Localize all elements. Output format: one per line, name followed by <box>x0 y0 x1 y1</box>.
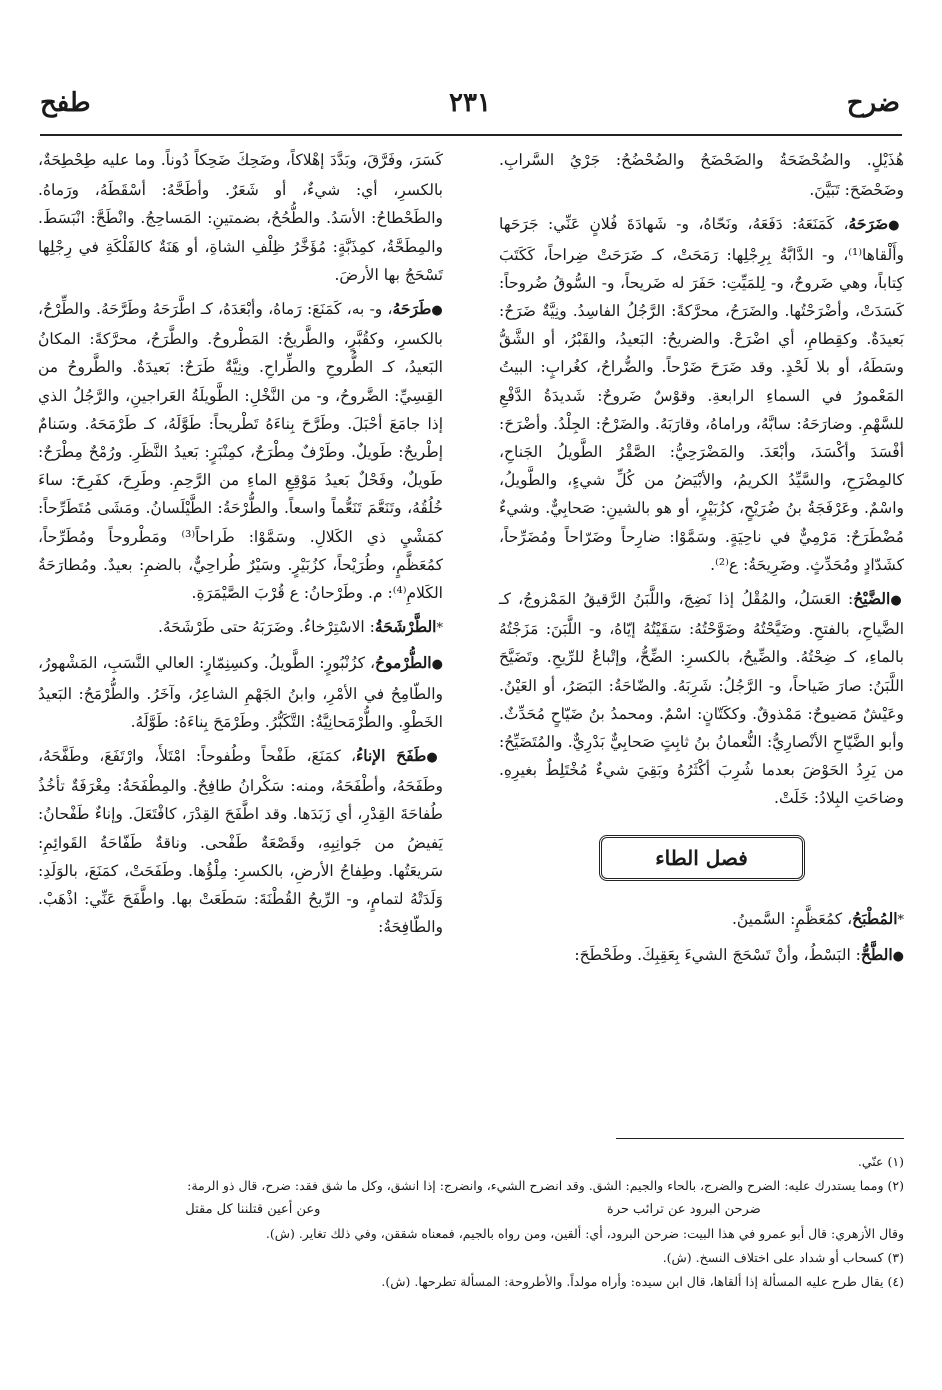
entry-text: ، كَمَنَعَهُ: دَفَعَهُ، ونَحّاهُ، و- شَهادَةَ فُلانٍ عَنِّي: جَرَحَها وأَلْقاها⁽¹⁾، و- الدَّابَّةُ بِرِجْلِها: رَمَحَتْ، كـ ضَرَحَتْ ضِراحاً، كَكَتَبَ كِتاباً، وهي ضَروحٌ، و- لِلمَيِّتِ: حَفَرَ له ضَريحاً، و- السُّوقُ ضُروحاً: كَسَدَتْ، وأضْرَحْتُها. والضَرَحُ، محرَّكةً: الرَّجُلُ الفاسِدُ. ونِيَّةٌ ضَرَحٌ: بَعيدَةٌ. وكقِطامِ، أي اضْرَحْ. والضريحُ: البَعيدُ، والقَبْرُ، أو الشَّقُّ وسَطَهُ، أو بلا لَحْدٍ. وقد ضَرَحَ ضَرْحاً. والضُّراحُ، كغُرابٍ: البيتُ المَعْمورُ في السماءِ الرابعةِ. وقوْسٌ ضَروحٌ: شَديدَةُ الدَّفْعِ للسَّهْمِ. وضارَحَهُ: سابَّهُ، وراماهُ، وقارَبَهُ. والضَرْحُ: الجِلْدُ. وأضْرَحَ: أفْسَدَ وأكْسَدَ، وأبْعَدَ. والمَضْرَحِيُّ: الصَّقْرُ الطَّويلُ الجَناحِ، كالمِضْرَحِ، والسَّيِّدُ الكريمُ، والأبْيَضُ من كُلِّ شيءٍ، والطَّويلُ، واسْمٌ. وعَرْفَجَةُ بنُ ضُرَيْحٍ، كزُبَيْرٍ، أو هو بالشينِ: صَحابِيٌّ. وشيءٌ مُضْطَرَحٌ: مَرْمِيٌّ في ناحِيَةٍ. وسَمَّوْا: ضارِحاً وضَرّاحاً ومُضَرِّحاً، كشَدّادٍ ومُحَدِّثٍ. وضَرِيحَةُ: ع⁽²⁾. <box>499 215 904 574</box>
right-column <box>499 146 904 977</box>
entry-marker: * <box>436 621 443 637</box>
entry-text: ، كمَنَعَ، طَفْحاً وطُفوحاً: امْتَلأَ، وارْتَفَعَ، وطَفَّحَهُ، وطَفَحَهُ، وأطْفَحَهُ، ومنه: سَكْرانُ طافِحٌ. والمِطْفَحَةُ: مِغْرَفَةٌ تأخُذُ طُفاحَةَ القِدْرِ، أي زَبَدَها. وقد اطَّفَحَ القِدْرَ، كافْتَعَلَ. وإناءٌ طَفْحانُ: يَفيضُ من جَوانِبِهِ، وقَصْعَةٌ طَفْحى. وناقةٌ طَفّاحَةُ القَوائِمِ: سَريعَتُها. وطِفاحُ الأرضِ، بالكسرِ: مِلْؤُها. وطَفَحَتْ، كمَنَعَ، بالوَلَدِ: وَلَدَتْهُ لتمامٍ، و- الرِّيحُ القُطْنَةَ: سَطَعَتْ بها. واطَّفَحَ عَنِّي: اذْهَبْ. والطّافِحَةُ: <box>38 747 443 937</box>
page-header <box>40 88 900 128</box>
dictionary-entry <box>499 941 904 971</box>
dictionary-entry <box>38 649 443 736</box>
dictionary-entry <box>38 146 443 289</box>
poetry-verse <box>42 1198 904 1222</box>
entry-marker: ● <box>431 657 444 673</box>
page-number: ٢٣١ <box>449 88 491 118</box>
footnote <box>42 1222 904 1246</box>
entry-text: ، كمُعَظَّمٍ: السَّمينُ. <box>731 909 853 928</box>
footnote-text: وقال الأزهري: قال أبو عمرو في هذا البيت: ضرحن البرود، أي: ألقين، ومن رواه بالجيم، فمعناه شققن، وفي ذلك تغاير. (ش). <box>265 1226 904 1241</box>
running-head-right: ضرح <box>846 88 900 118</box>
entry-text: ، كزُنْبُورٍ: الطَّويلُ. وكسِنِمّارٍ: العالي النَّسَبِ، المَشْهورُ، والطّامِحُ في الأمْرِ، وابنُ الجَهْمِ الشاعِرُ، وآخَرُ. والطُّرْمَحُ: البَعيدُ الخَطْوِ. والطُّرْمَحانِيَّةُ: التَّكَبُّرُ. وطَرْمَحَ بِناءَهُ: طَوَّلَهُ. <box>38 654 443 731</box>
footnote <box>42 1270 904 1294</box>
entry-text: : البَسْطُ، وأنْ تَسْحَجَ الشيءَ بِعَقِبِكَ. وطَحْطَحَ: <box>574 946 861 965</box>
left-column <box>38 146 443 947</box>
dictionary-entry <box>499 146 904 204</box>
section-title-box: فصل الطاء <box>599 835 805 881</box>
entry-headword: الطَّحُّ <box>860 945 893 965</box>
entry-text: ، و- به، كَمَنَعَ: رَماهُ، وأبْعَدَهُ، كـ اطَّرَحَهُ وطَرَّحَهُ. والطِّرْحُ، بالكسرِ، وكقُبَّرٍ، والطَّريحُ: المَطْروحُ. والطَّرَحُ، محرَّكةً: المكانُ البَعيدُ، كـ الطُّروحِ والطِّراحِ. ونِيَّةٌ طَرَحٌ: بَعيدَةٌ. والطَّروحُ من القِسِيِّ: الضَّروحُ، و- من النَّخْلِ: الطَّويلَةُ العَراجينِ، والرَّجُلُ الذي إذا جامَعَ أحْبَلَ. وطَرَّحَ بِناءَهُ تَطْريحاً: طَوَّلَهُ، كـ طَرْمَحَهُ. وسَنامٌ إطْريحٌ: طَويلٌ. وطَرْفٌ مِطْرَحٌ، كمِنْبَرٍ: بَعيدُ النَّظَرِ. ورُمْحٌ مِطْرَحٌ: طَويلٌ، وفَحْلٌ بَعيدُ مَوْقِعِ الماءِ من الرَّحِمِ. وطَرِحَ، كفَرِحَ: ساءَ خُلُقُهُ، وتَنَعَّمَ تَنَعُّماً واسعاً. والطُّرْحَةُ: الطَّيْلَسانُ. ومَشَى مُتَطَرِّحاً: كمَشْيِ ذي الكَلالِ. وسَمَّوْا: طَراحاً⁽³⁾ ومَطْروحاً ومُطَرِّحاً، كمُعَظَّمٍ، وطُرَيْحاً، كزُبَيْرٍ. وسَيْرٌ طُراحِيٌّ، بالضمِ: بعيدٌ. ومُطارَحَةُ الكَلامِ⁽⁴⁾: م. وطَرْحانُ: ع قُرْبَ الصَّيْمَرَةِ. <box>38 300 443 603</box>
entry-marker: * <box>897 912 904 928</box>
footnote-text: كسحاب أو شداد على اختلاف النسخ. (ش). <box>662 1250 884 1265</box>
verse-first-hemistich: ضرحن البرود عن ترائب حرة <box>606 1202 761 1217</box>
entry-headword: طَرَحَهُ <box>392 299 432 319</box>
footnote-text: يقال طرح عليه المسألة إذا ألقاها، قال ابن سيده: وأراه مولداً. والأطروحة: المسألة تطرحها. (ش). <box>381 1274 884 1289</box>
entry-text: هُذَيْلٍ. والضُحْضَحَةُ والضَحْضَحُ والضُحْضُحُ: جَرْيُ السَّرابِ. وضَحْضَحَ: تَبَيَّنَ. <box>499 151 904 200</box>
footnote-number: (٢) <box>887 1178 904 1193</box>
footnote-text: عنّي. <box>857 1154 884 1169</box>
footnotes <box>42 1150 904 1294</box>
entry-marker: ● <box>426 750 443 766</box>
dictionary-entry <box>38 613 443 643</box>
entry-headword: طَفَحَ الإناءُ <box>355 746 427 766</box>
entry-text: : الاسْتِرْخاءُ. وضَرَبَهُ حتى طَرْشَحَهُ. <box>157 618 375 637</box>
footnote <box>42 1246 904 1270</box>
footnote-text: ومما يستدرك عليه: الضرح والضرج، بالحاء والجيم: الشق. وقد انضرح الشيء، وانضرج: إذا انشق، وكل ما شق فقد: ضرح، قال ذو الرمة: <box>187 1178 884 1193</box>
running-head-left: طفح <box>40 88 91 118</box>
entry-headword: الطَّرْشَحَةُ <box>374 617 437 637</box>
entry-text: كَسَرَ، وفَرَّقَ، وبَدَّدَ إهْلاكاً، وضَحِكَ ضَحِكاً دُوناً. وما عليه طِحْطِحَةٌ، بالكسرِ، أي: شيءٌ، أو شَعَرٌ. وأطَحَّهُ: أسْقَطَهُ، ورَماهُ. والطَحْطاحُ: الأسَدُ. والطُّحُحُ، بضمتينِ: المَساحِجُ. وانْطَحَّ: انْبَسَطَ. والمِطَحَّةُ، كمِذَبَّةٍ: مُؤَخَّرُ ظِلْفِ الشاةِ، أو هَنَةٌ كالفَلْكَةِ في رِجْلِها تَسْحَجُ بها الأرضَ. <box>38 151 443 284</box>
footnote <box>42 1174 904 1198</box>
header-rule <box>40 134 902 136</box>
entry-marker: ● <box>890 593 904 609</box>
footnote-number: (٣) <box>887 1250 904 1265</box>
footnote <box>42 1150 904 1174</box>
verse-second-hemistich: وعن أعين قتلننا كل مقتل <box>185 1202 321 1217</box>
dictionary-entry <box>499 210 904 579</box>
entry-headword: ضَرَحَهُ <box>848 214 889 234</box>
entry-headword: الضَّيْحُ <box>853 589 891 609</box>
footnote-number: (١) <box>887 1154 904 1169</box>
dictionary-entry <box>38 742 443 941</box>
entry-marker: ● <box>431 303 443 319</box>
footnote-rule <box>616 1138 904 1139</box>
entry-marker: ● <box>892 949 904 965</box>
entry-headword: المُطْبَحُ <box>852 908 898 928</box>
entry-text: : العَسَلُ، والمُقْلُ إذا نَضِجَ، واللَّبَنُ الرَّقيقُ المَمْزوجُ، كـ الضَّياحِ، بالفتحِ. وضَيَّحْتُهُ وضَوَّحْتُهُ: سَقَيْتُهُ إيّاهُ، و- اللَّبَنَ: مَزَجْتُهُ بالماءِ، كـ ضِحْتُهُ. والضِّيحُ، بالكسرِ: الضِّحُّ، وإتْباعٌ للرِّيحِ. وتَضَيَّحَ اللَّبَنُ: صارَ ضَياحاً، و- الرَّجُلُ: شَرِبَهُ. والضّاحَةُ: البَصَرُ، أو العَيْنُ. وعَيْشٌ مَضيوحٌ: مَمْذوقٌ. وككَتّانٍ: اسْمٌ. ومحمدُ بنُ ضَيّاحٍ مُحَدِّثٌ. وأبو الضَّيّاحِ الأنْصارِيُّ: النُّعمانُ بنُ ثابِتٍ صَحابِيٌّ بَدْرِيٌّ. والمُتَضَيِّحُ: من يَرِدُ الحَوْضَ بعدما شُرِبَ أكْثَرُهُ وبَقِيَ شيءٌ مُخْتَلِطٌ بغيرِهِ. وضاحَتِ البِلادُ: خَلَتْ. <box>499 590 904 808</box>
entry-marker: ● <box>888 218 904 234</box>
entry-headword: الطُّرْموحُ <box>375 653 432 673</box>
dictionary-entry <box>499 585 904 813</box>
dictionary-entry <box>499 905 904 935</box>
footnote-number: (٤) <box>887 1274 904 1289</box>
dictionary-entry <box>38 295 443 607</box>
